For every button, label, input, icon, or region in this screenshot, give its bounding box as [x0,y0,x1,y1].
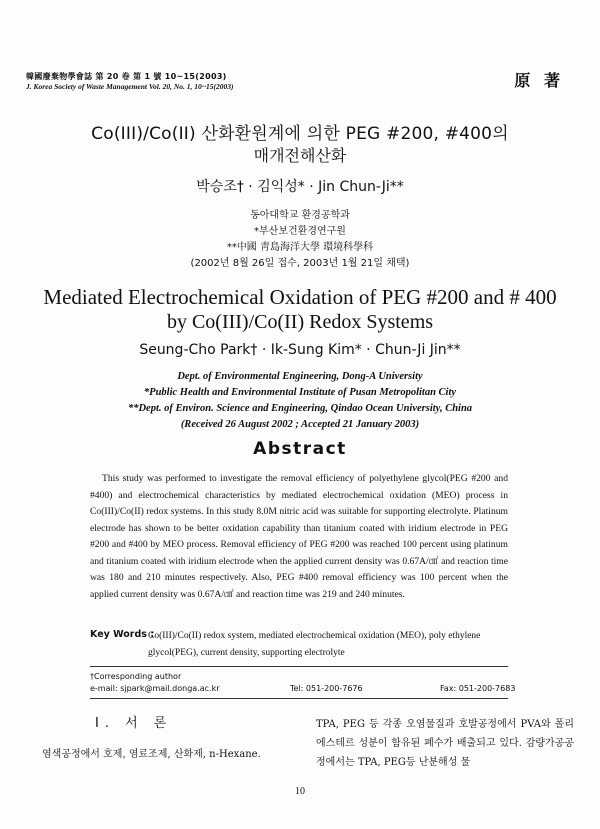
korean-title-line2: 매개전해산화 [253,146,347,165]
corresponding-email: e-mail: sjpark@mail.donga.ac.kr [90,684,220,693]
korean-authors: 박승조† · 김익성* · Jin Chun-Ji** [196,179,404,195]
journal-english-citation: J. Korea Society of Waste Management Vol. 20, No. 1, 10~15(2003) [26,82,234,91]
corresponding-tel: Tel: 051-200-7676 [290,684,363,693]
body-left-column: 염색공정에서 호제, 염료조제, 산화제, n-Hexane. [42,749,261,760]
korean-title-line1: Co(III)/Co(II) 산화환원계에 의한 PEG #200, #400의 [91,124,509,144]
divider-rule [90,666,508,667]
corresponding-fax: Fax: 051-200-7683 [440,684,516,693]
english-affiliation-2: *Public Health and Environmental Institute of Pusan Metropolitan City [143,387,457,398]
footnote-rule [90,698,508,699]
korean-affiliation-2: *부산보건환경연구원 [254,226,346,237]
keywords-text: Co(III)/Co(II) redox system, mediated electrochemical oxidation (MEO), poly ethylene glycol(PEG), current density, supporting electrolyte [148,631,481,658]
article-type-badge: 原 著 [514,71,564,90]
english-dates: (Received 26 August 2002 ; Accepted 21 January 2003) [180,419,420,430]
abstract-heading: Abstract [253,439,347,459]
english-title-line2: by Co(III)/Co(II) Redox Systems [166,311,434,333]
korean-affiliation-1: 동아대학교 환경공학과 [250,210,350,221]
english-affiliation-1: Dept. of Environmental Engineering, Dong-A University [177,371,423,382]
korean-affiliation-3: **中國 靑島海洋大學 環境科學科 [226,242,374,253]
page-number: 10 [295,786,305,797]
english-affiliation-3: **Dept. of Environ. Science and Engineering, Qindao Ocean University, China [127,403,473,414]
body-right-column: TPA, PEG 등 각종 오염물질과 호발공정에서 PVA와 폴리에스테르 성분이 함유된 폐수가 배출되고 있다. 감량가공공정에서는 TPA, PEG등 난분해성 물 [316,719,574,768]
keywords-label: Key Words : [90,629,155,640]
section-heading-introduction: Ⅰ. 서 론 [95,716,173,731]
korean-dates: (2002년 8월 26일 접수, 2003년 1월 21일 채택) [190,258,410,269]
corresponding-author-note: †Corresponding author [90,672,182,681]
english-title-line1: Mediated Electrochemical Oxidation of PEG #200 and # 400 [43,285,557,309]
abstract-body: This study was performed to investigate the removal efficiency of polyethylene glycol(PEG #200 and #400) and electrochemical characteristics by mediated electrochemical oxidation (MEO) process in Co(III)/Co(II) redox systems. In this study 8.0M nitric acid was suitable for supporting electrolyte. Platinum electrode has shown to be better oxidation capability than titanium coated with iridium electrode in PEG #200 and #400 by MEO process. Removal efficiency of PEG #200 was reached 100 percent using platinum and titanium coated with iridium electrode when the applied current density was 0.67A/㎠ and reaction time was 180 and 210 minutes respectively. Also, PEG #400 removal efficiency was 100 percent when the applied current density was 0.67A/㎠ and reaction time was 219 and 240 minutes. [90,473,508,600]
english-authors: Seung-Cho Park† · Ik-Sung Kim* · Chun-Ji Jin** [139,342,461,358]
journal-korean-citation: 韓國廢棄物學會誌 第 20 卷 第 1 號 10~15(2003) [26,72,227,81]
